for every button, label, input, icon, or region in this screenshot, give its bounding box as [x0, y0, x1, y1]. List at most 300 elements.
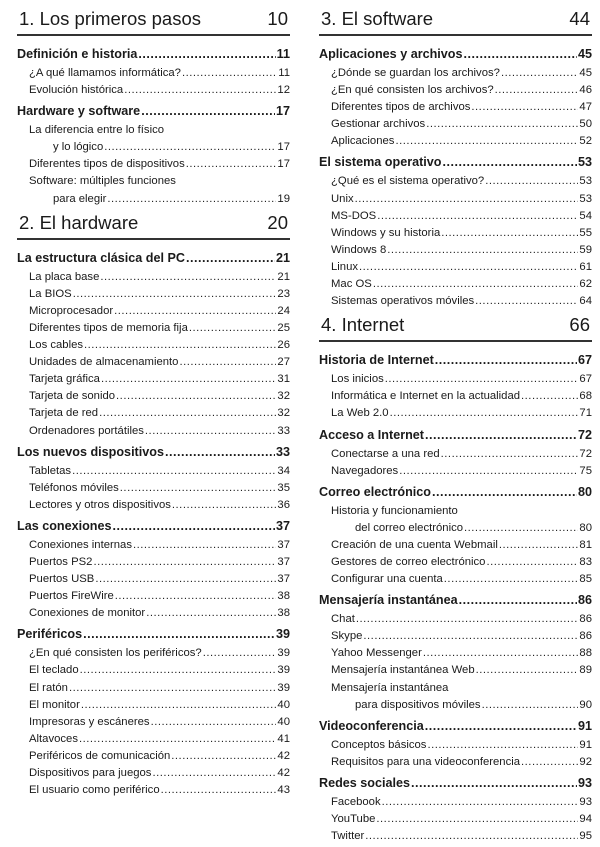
page-number: 67: [579, 373, 592, 386]
section-entries: [17, 537, 290, 622]
page-number: 90: [579, 698, 592, 711]
dot-leader: [373, 276, 579, 293]
page-number: 21: [275, 250, 290, 265]
toc-entry[interactable]: [319, 173, 592, 190]
toc-entry[interactable]: [319, 571, 592, 588]
page-number: 45: [577, 47, 592, 61]
dot-leader: [482, 697, 579, 714]
page-number: 42: [277, 749, 290, 762]
section-entries: [17, 269, 290, 440]
dot-leader: [441, 446, 579, 463]
page-number: 37: [277, 538, 290, 551]
page-number: 42: [277, 767, 290, 779]
page-number: 83: [579, 555, 592, 568]
dot-leader: [69, 680, 276, 697]
dot-leader: [79, 731, 276, 748]
dot-leader: [365, 828, 578, 845]
toc-entry[interactable]: [17, 537, 290, 554]
toc-section[interactable]: [17, 442, 290, 463]
dot-leader: [145, 423, 277, 440]
dot-leader: [73, 286, 277, 303]
toc-entry[interactable]: [17, 748, 290, 765]
page-number: 40: [277, 715, 290, 728]
dot-leader: [427, 737, 578, 754]
toc-entry[interactable]: [17, 337, 290, 354]
page-number: 53: [579, 175, 592, 188]
dot-leader: [113, 516, 275, 537]
entry-title: Unidades de almacenamiento: [29, 356, 179, 369]
dot-leader: [100, 269, 276, 286]
page-number: 86: [577, 593, 592, 608]
toc-entry[interactable]: [17, 320, 290, 337]
dot-leader: [485, 173, 578, 190]
toc-entry[interactable]: [319, 811, 592, 828]
page-number: 37: [277, 573, 290, 586]
dot-leader: [395, 133, 578, 150]
page-number: 72: [577, 427, 592, 442]
dot-leader: [521, 754, 578, 771]
toc-entry[interactable]: [17, 156, 290, 173]
page-number: 75: [579, 464, 592, 477]
page-number: 33: [275, 444, 290, 459]
toc-entry-line1[interactable]: Mensajería instantánea: [331, 681, 449, 694]
dot-leader: [471, 99, 578, 116]
toc-section[interactable]: [319, 425, 592, 446]
page-number: 91: [577, 718, 592, 733]
entry-title: Skype: [331, 630, 363, 643]
dot-leader: [363, 628, 578, 645]
chapter-title: 3. El software: [321, 8, 434, 29]
toc-entry[interactable]: [17, 714, 290, 731]
chapter-heading[interactable]: [319, 8, 592, 36]
dot-leader: [93, 554, 276, 571]
toc-entry[interactable]: [319, 828, 592, 845]
entry-title: Gestores de correo electrónico: [331, 555, 486, 568]
toc-entry[interactable]: [17, 82, 290, 99]
entry-title: Tabletas: [29, 464, 72, 477]
chapter-page: 20: [267, 211, 288, 233]
entry-title: Puertos USB: [29, 573, 95, 586]
toc-entry[interactable]: [319, 554, 592, 571]
page-number: 53: [577, 155, 592, 170]
dot-leader: [146, 605, 276, 622]
toc-entry[interactable]: [319, 116, 592, 133]
entry-title: El usuario como periférico: [29, 784, 160, 797]
toc-entry[interactable]: [17, 731, 290, 748]
toc-section[interactable]: [17, 101, 290, 122]
page-number: 34: [277, 464, 290, 477]
entry-title: Impresoras y escáneres: [29, 715, 150, 728]
entry-title: El ratón: [29, 681, 68, 694]
entry-title: Chat: [331, 613, 355, 626]
section-entries: [319, 65, 592, 150]
toc-section[interactable]: [17, 248, 290, 269]
dot-leader: [476, 662, 579, 679]
page-number: 32: [277, 407, 290, 420]
chapter-page: 66: [569, 314, 590, 336]
page-number: 47: [579, 101, 592, 114]
dot-leader: [499, 537, 579, 554]
toc-entry[interactable]: [319, 405, 592, 422]
dot-leader: [390, 405, 579, 422]
toc-entry[interactable]: [319, 794, 592, 811]
toc-section[interactable]: [319, 152, 592, 173]
dot-leader: [95, 571, 276, 588]
dot-leader: [356, 611, 579, 628]
section-entries: [319, 611, 592, 714]
toc-entry[interactable]: [319, 293, 592, 310]
toc-entry[interactable]: [319, 259, 592, 276]
toc-entry[interactable]: [319, 611, 592, 628]
page-number: 64: [579, 295, 592, 308]
toc-entry[interactable]: [17, 480, 290, 497]
dot-leader: [151, 714, 277, 731]
toc-entry[interactable]: [319, 537, 592, 554]
entry-title: Conexiones de monitor: [29, 607, 146, 620]
toc-entry[interactable]: [319, 82, 592, 99]
section-title: Correo electrónico: [319, 484, 431, 499]
entry-title: para elegir: [53, 192, 107, 205]
section-title: Mensajería instantánea: [319, 593, 458, 608]
page-number: 43: [277, 784, 290, 797]
page-number: 38: [277, 607, 290, 620]
entry-title: del correo electrónico: [355, 521, 464, 534]
toc-section[interactable]: [17, 516, 290, 537]
entry-title: Puertos FireWire: [29, 590, 114, 603]
toc-entry[interactable]: [319, 242, 592, 259]
chapter-heading[interactable]: [17, 212, 290, 240]
dot-leader: [138, 44, 275, 65]
toc-section[interactable]: [319, 350, 592, 371]
entry-title: ¿En qué consisten los periféricos?: [29, 647, 202, 660]
dot-leader: [120, 480, 277, 497]
page-number: 23: [277, 287, 290, 300]
dot-leader: [114, 303, 276, 320]
toc-entry[interactable]: [319, 520, 592, 537]
toc-entry[interactable]: [17, 191, 290, 208]
section-title: Definición e historia: [17, 47, 138, 61]
entry-title: Tarjeta de sonido: [29, 390, 116, 403]
toc-entry[interactable]: [17, 554, 290, 571]
dot-leader: [84, 337, 276, 354]
page-number: 35: [277, 481, 290, 494]
page-number: 86: [579, 613, 592, 626]
dot-leader: [464, 44, 577, 65]
chapter-page: 44: [569, 8, 590, 29]
page-number: 12: [277, 84, 290, 97]
entry-title: Tarjeta gráfica: [29, 373, 100, 386]
page-number: 36: [277, 498, 290, 511]
page-number: 95: [579, 830, 592, 843]
entry-title: Altavoces: [29, 732, 78, 745]
entry-title: Facebook: [331, 795, 381, 808]
page-number: 39: [277, 647, 290, 660]
dot-leader: [486, 554, 578, 571]
dot-leader: [376, 811, 578, 828]
page-number: 17: [277, 141, 290, 154]
entry-title: MS-DOS: [331, 209, 377, 222]
toc-section[interactable]: [319, 44, 592, 65]
entry-title: Microprocesador: [29, 304, 114, 317]
toc-section[interactable]: [17, 44, 290, 65]
chapter-page: 10: [267, 8, 288, 29]
page-number: 17: [277, 158, 290, 171]
toc-entry[interactable]: [17, 662, 290, 679]
toc-entry[interactable]: [319, 276, 592, 293]
page-number: 93: [577, 775, 592, 790]
dot-leader: [425, 716, 577, 737]
dot-leader: [203, 645, 277, 662]
dot-leader: [387, 242, 578, 259]
page-number: 89: [579, 664, 592, 677]
toc-section[interactable]: [319, 773, 592, 794]
dot-leader: [521, 388, 578, 405]
toc-entry[interactable]: [17, 697, 290, 714]
toc-entry[interactable]: [17, 782, 290, 799]
page-number: 55: [579, 226, 592, 239]
entry-title: Diferentes tipos de archivos: [331, 101, 471, 114]
section-entries: [319, 737, 592, 771]
dot-leader: [107, 191, 276, 208]
page-number: 94: [579, 813, 592, 825]
page-number: 21: [277, 270, 290, 283]
entry-title: Mac OS: [331, 278, 372, 291]
entry-title: ¿Qué es el sistema operativo?: [331, 175, 485, 188]
page-number: 86: [579, 630, 592, 643]
entry-title: Tarjeta de red: [29, 407, 99, 420]
dot-leader: [189, 320, 277, 337]
dot-leader: [432, 482, 577, 503]
entry-title: La placa base: [29, 270, 100, 283]
section-entries: [319, 371, 592, 422]
page-number: 54: [579, 209, 592, 222]
section-entries: [17, 463, 290, 514]
chapter-heading[interactable]: [319, 314, 592, 342]
dot-leader: [171, 748, 276, 765]
section-title: El sistema operativo: [319, 155, 442, 170]
dot-leader: [444, 571, 579, 588]
page-number: 11: [278, 67, 290, 79]
dot-leader: [101, 371, 276, 388]
dot-leader: [475, 293, 578, 310]
entry-title: y lo lógico: [53, 141, 104, 154]
entry-title: La BIOS: [29, 287, 72, 300]
toc-entry[interactable]: [17, 463, 290, 480]
toc-entry[interactable]: [17, 645, 290, 662]
entry-title: Requisitos para una videoconferencia: [331, 755, 521, 768]
dot-leader: [501, 65, 578, 82]
entry-title: Aplicaciones: [331, 135, 395, 148]
entry-title: Windows 8: [331, 243, 387, 256]
toc-entry[interactable]: [319, 208, 592, 225]
page-number: 27: [277, 356, 290, 369]
dot-leader: [116, 388, 276, 405]
entry-title: Diferentes tipos de memoria fija: [29, 321, 188, 334]
page-number: 50: [579, 118, 592, 131]
dot-leader: [99, 405, 276, 422]
toc-entry[interactable]: [17, 497, 290, 514]
page-number: 92: [579, 755, 592, 768]
dot-leader: [425, 425, 577, 446]
page-number: 45: [579, 67, 592, 79]
entry-title: Sistemas operativos móviles: [331, 295, 475, 308]
page-number: 33: [277, 424, 290, 437]
toc-entry[interactable]: [17, 588, 290, 605]
section-title: Hardware y software: [17, 104, 141, 119]
toc-entry[interactable]: [17, 303, 290, 320]
entry-title: La Web 2.0: [331, 407, 389, 420]
page-number: 93: [579, 795, 592, 808]
toc-entry[interactable]: [17, 765, 290, 782]
toc-entry[interactable]: [319, 697, 592, 714]
dot-leader: [124, 82, 276, 99]
dot-leader: [411, 773, 577, 794]
chapter-title: 4. Internet: [321, 314, 405, 336]
page-number: 39: [275, 627, 290, 642]
page-number: 81: [579, 538, 592, 551]
section-title: Periféricos: [17, 627, 83, 642]
page-number: 80: [579, 521, 592, 534]
section-entries: [319, 794, 592, 845]
dot-leader: [165, 442, 275, 463]
entry-title: Gestionar archivos: [331, 118, 426, 131]
page-number: 38: [277, 590, 290, 603]
dot-leader: [377, 208, 578, 225]
dot-leader: [382, 794, 579, 811]
toc-entry-line1[interactable]: La diferencia entre lo físico: [29, 124, 165, 137]
section-entries: [17, 122, 290, 207]
dot-leader: [385, 371, 579, 388]
dot-leader: [72, 463, 276, 480]
page-number: 61: [579, 260, 592, 273]
entry-title: Mensajería instantánea Web: [331, 664, 475, 677]
page-number: 71: [579, 407, 592, 420]
toc-entry[interactable]: [17, 571, 290, 588]
dot-leader: [115, 588, 277, 605]
toc-column-right: [319, 8, 592, 847]
entry-title: Twitter: [331, 830, 365, 843]
section-entries: [319, 446, 592, 480]
toc-entry-line1[interactable]: Historia y funcionamiento: [331, 504, 458, 517]
toc-entry[interactable]: [319, 628, 592, 645]
page-number: 19: [277, 192, 290, 205]
toc-entry-line1[interactable]: Software: múltiples funciones: [29, 175, 176, 188]
page-number: 24: [277, 304, 290, 317]
toc-entry[interactable]: [319, 191, 592, 208]
toc-entry[interactable]: [319, 133, 592, 150]
toc-entry[interactable]: [319, 463, 592, 480]
dot-leader: [186, 156, 277, 173]
entry-title: Windows y su historia: [331, 226, 441, 239]
dot-leader: [435, 350, 577, 371]
toc-entry[interactable]: [17, 423, 290, 440]
page-number: 88: [579, 647, 592, 660]
toc-entry[interactable]: [319, 65, 592, 82]
dot-leader: [355, 191, 579, 208]
entry-title: Conceptos básicos: [331, 738, 427, 751]
dot-leader: [182, 65, 277, 82]
chapter-heading[interactable]: [17, 8, 290, 36]
entry-title: YouTube: [331, 813, 376, 825]
page-number: 68: [579, 390, 592, 403]
toc-entry[interactable]: [17, 388, 290, 405]
dot-leader: [443, 152, 577, 173]
entry-title: ¿Dónde se guardan los archivos?: [331, 67, 500, 79]
toc-entry[interactable]: [319, 737, 592, 754]
toc-entry[interactable]: [17, 65, 290, 82]
section-title: La estructura clásica del PC: [17, 250, 185, 265]
toc-entry[interactable]: [319, 754, 592, 771]
dot-leader: [423, 645, 579, 662]
toc-entry[interactable]: [17, 139, 290, 156]
page-number: 85: [579, 573, 592, 586]
dot-leader: [426, 116, 578, 133]
toc-entry[interactable]: [319, 225, 592, 242]
entry-title: Evolución histórica: [29, 84, 124, 97]
toc-entry[interactable]: [319, 99, 592, 116]
dot-leader: [179, 354, 276, 371]
toc-entry[interactable]: [319, 446, 592, 463]
section-entries: [17, 645, 290, 799]
toc-entry[interactable]: [319, 388, 592, 405]
toc-entry[interactable]: [17, 371, 290, 388]
toc-entry[interactable]: [17, 354, 290, 371]
toc-section[interactable]: [319, 590, 592, 611]
entry-title: ¿A qué llamamos informática?: [29, 67, 181, 79]
toc-entry[interactable]: [17, 269, 290, 286]
entry-title: El teclado: [29, 664, 79, 677]
toc-entry[interactable]: [17, 286, 290, 303]
toc-entry[interactable]: [319, 645, 592, 662]
section-entries: [17, 65, 290, 99]
dot-leader: [464, 520, 578, 537]
toc-section[interactable]: [319, 716, 592, 737]
toc-section[interactable]: [319, 482, 592, 503]
page-number: 59: [579, 243, 592, 256]
entry-title: El monitor: [29, 698, 80, 711]
entry-title: Teléfonos móviles: [29, 481, 119, 494]
section-title: Las conexiones: [17, 518, 112, 533]
toc-entry[interactable]: [17, 405, 290, 422]
toc-entry[interactable]: [17, 605, 290, 622]
entry-title: Navegadores: [331, 464, 399, 477]
dot-leader: [81, 697, 277, 714]
toc-section[interactable]: [17, 624, 290, 645]
toc-entry[interactable]: [319, 371, 592, 388]
page-number: 72: [579, 447, 592, 460]
entry-title: Diferentes tipos de dispositivos: [29, 158, 185, 171]
dot-leader: [104, 139, 276, 156]
entry-title: Informática e Internet en la actualidad: [331, 390, 521, 403]
chapter-title: 1. Los primeros pasos: [19, 8, 202, 29]
dot-leader: [441, 225, 578, 242]
toc-entry[interactable]: [17, 680, 290, 697]
entry-title: Configurar una cuenta: [331, 573, 443, 586]
page-number: 11: [276, 47, 290, 61]
page-number: 39: [277, 664, 290, 677]
page-number: 91: [579, 738, 592, 751]
dot-leader: [161, 782, 277, 799]
entry-title: Conectarse a una red: [331, 447, 440, 460]
page-number: 37: [275, 518, 290, 533]
entry-title: Linux: [331, 260, 359, 273]
page-number: 40: [277, 698, 290, 711]
page-number: 52: [579, 135, 592, 148]
page-number: 17: [275, 104, 290, 119]
dot-leader: [495, 82, 579, 99]
entry-title: Ordenadores portátiles: [29, 424, 144, 437]
toc-entry[interactable]: [319, 662, 592, 679]
